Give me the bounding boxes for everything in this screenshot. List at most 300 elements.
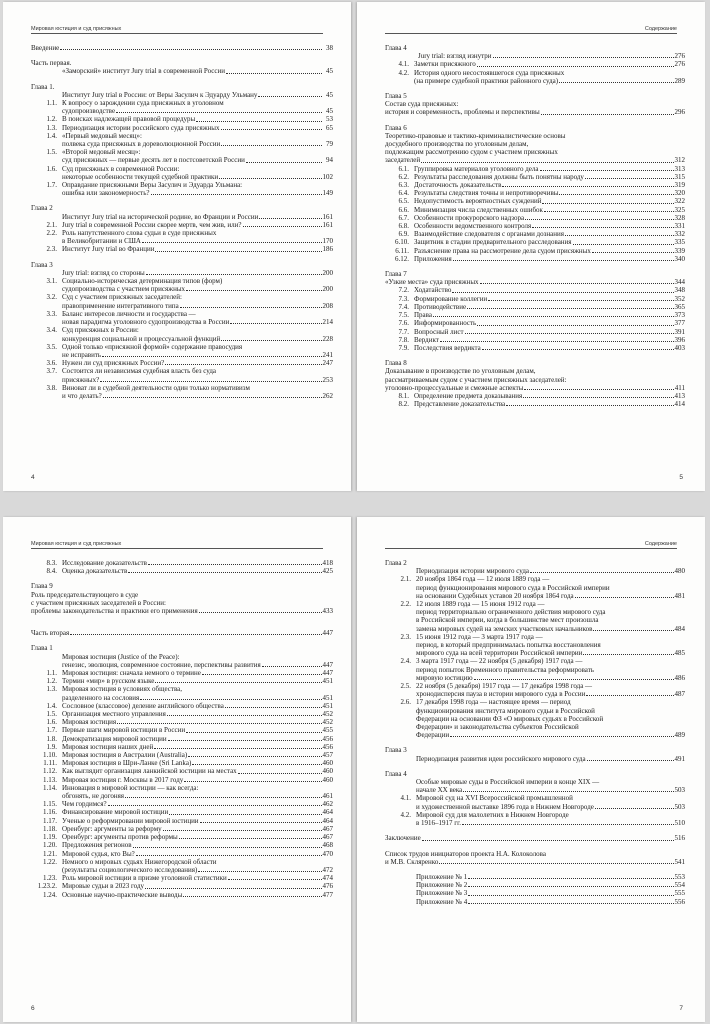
entry-number: 1.7. [46, 181, 57, 190]
entry-title-line: судопроизводства с участием присяжных [62, 285, 186, 294]
toc-entry[interactable] [31, 759, 333, 767]
entry-number: 1.9. [46, 742, 57, 751]
toc-entry[interactable] [31, 817, 333, 825]
toc-entry[interactable] [31, 874, 333, 882]
dot-leader [221, 129, 323, 130]
entry-title-line: Мировая юстиция (Justice of the Peace): [62, 652, 180, 661]
entry-title-line: Достаточность доказательств [414, 181, 502, 190]
dot-leader [186, 732, 321, 733]
dot-leader [463, 791, 673, 792]
dot-leader [163, 830, 322, 831]
spacer [31, 197, 333, 204]
entry-number: 1.5. [46, 148, 57, 157]
chapter-heading: Глава 3 [31, 260, 53, 269]
toc-entry[interactable] [385, 286, 685, 294]
entry-number: 1.15. [43, 800, 57, 809]
toc-entry[interactable] [31, 743, 333, 751]
entry-title-line: Ученые о реформировании мировой юстиции [62, 816, 199, 825]
entry-title-line: Федерации на основании ФЗ «О мировых судьях в Российской [416, 714, 604, 723]
entry-page-number: 433 [322, 607, 333, 616]
toc-entry[interactable] [385, 69, 685, 85]
page-number: 4 [31, 474, 35, 481]
toc-entry[interactable] [31, 165, 333, 181]
entry-number: 6.11. [395, 246, 409, 255]
entry-title-line: досудебного производства по уголовным делам, [385, 140, 529, 149]
entry-page-number: 319 [674, 181, 685, 190]
toc-entry[interactable] [31, 767, 333, 775]
dot-leader [587, 760, 674, 761]
entry-page-number: 447 [322, 629, 333, 638]
spacer [31, 615, 333, 622]
toc-entry[interactable] [31, 784, 333, 800]
entry-number: 1.21. [43, 849, 57, 858]
toc-entry[interactable] [31, 44, 333, 52]
entry-page-number: 480 [674, 567, 685, 576]
entry-title-line: Финансирование мировой юстиции [62, 808, 169, 817]
entry-page-number: 322 [674, 197, 685, 206]
toc-entry[interactable] [385, 132, 685, 165]
dot-leader [192, 764, 321, 765]
entry-title-line: Защитник в стадии предварительного расследования [414, 238, 572, 247]
entry-page-number: 516 [674, 834, 685, 843]
entry-title-line: История одного несостоявшегося суда присяжных [414, 68, 565, 77]
toc-entry[interactable] [385, 575, 685, 600]
entry-page-number: 262 [322, 391, 333, 400]
toc-entry[interactable] [31, 629, 333, 637]
entry-page-number: 503 [674, 802, 685, 811]
toc-entry[interactable] [31, 99, 333, 115]
dot-leader [583, 654, 673, 655]
toc-entry[interactable] [385, 278, 685, 286]
entry-page-number: 335 [674, 238, 685, 247]
entry-title-line: подлежащим рассмотрению судом с участием присяжных [385, 148, 558, 157]
entry-title-line: Мировая юстиция наших дней [62, 742, 154, 751]
entry-title-line: Приложение № 1 [416, 872, 468, 881]
toc-entry[interactable] [31, 808, 333, 816]
toc-entry[interactable] [385, 328, 685, 336]
entry-title-line: «Второй медовый месяц»: [62, 148, 141, 157]
entry-title-line: Мировая юстиция в условиях общества, [62, 685, 183, 694]
entry-title-line: (результаты социологического исследования) [62, 865, 198, 874]
dot-leader [225, 707, 322, 708]
entry-title-line: хронодисперсия пауза в истории мирового суда в России [416, 690, 586, 699]
dot-leader [565, 235, 674, 236]
dot-leader [155, 251, 321, 252]
entry-page-number: 460 [322, 759, 333, 768]
toc-entry[interactable] [385, 873, 685, 881]
entry-title-line: Минимизация числа следственных ошибок [414, 205, 543, 214]
entry-page-number: 373 [674, 311, 685, 320]
entry-number: 6.8. [398, 222, 409, 231]
toc-entry[interactable] [31, 67, 333, 75]
toc-entry[interactable] [31, 384, 333, 400]
entry-page-number: 170 [322, 237, 333, 246]
toc-entry[interactable] [385, 400, 685, 408]
entry-page-number: 331 [674, 222, 685, 231]
dot-leader [128, 572, 321, 573]
entry-title-line: Нужен ли суд присяжных России? [62, 359, 165, 368]
dot-leader [440, 341, 674, 342]
entry-title-line: Вопросный лист [414, 327, 464, 336]
toc-entry[interactable] [385, 197, 685, 205]
entry-page-number: 340 [674, 254, 685, 263]
dot-leader [542, 203, 673, 204]
toc-entry[interactable] [31, 148, 333, 164]
chapter-heading: Глава 8 [385, 359, 407, 368]
entry-title-line: Jury trial: взгляд со стороны [62, 268, 145, 277]
dot-leader [482, 349, 674, 350]
entry-page-number: 161 [322, 220, 333, 229]
dot-leader [450, 736, 673, 737]
entry-number: 8.1. [398, 391, 409, 400]
entry-title-line: Институт Jury trial в России: от Веры Засулич к Эдуарду Ульману [62, 90, 258, 99]
toc-entry[interactable] [385, 214, 685, 222]
toc-entry[interactable] [31, 310, 333, 326]
entry-number: 1.5. [46, 710, 57, 719]
entry-title-line: Jury trial в современной России скорее мертв, чем жив, или? [62, 220, 242, 229]
toc-entry[interactable] [385, 255, 685, 263]
entry-title-line: В поисках надлежащей правовой процедуры [62, 115, 196, 124]
entry-title-line: Баланс интересов личности и государства — [62, 309, 196, 318]
dot-leader [474, 679, 674, 680]
running-head: Мировая юстиция и суд присяжных [31, 26, 323, 34]
page-7 [357, 517, 705, 1022]
entry-page-number: 460 [322, 767, 333, 776]
entry-title-line: некоторые особенности текущей судебной практики [62, 172, 219, 181]
toc-entry[interactable] [385, 165, 685, 173]
running-head: Содержание [385, 26, 677, 34]
entry-number: 3.6. [46, 359, 57, 368]
entry-page-number: 467 [322, 833, 333, 842]
entry-title-line: Периодизация истории российского суда присяжных [62, 123, 220, 132]
dot-leader [125, 797, 321, 798]
toc-entry[interactable] [31, 359, 333, 367]
entry-page-number: 470 [322, 849, 333, 858]
entry-title-line: Особые мировые суды в Российской империи в конце XIX — [416, 778, 600, 787]
toc-entry[interactable] [31, 229, 333, 245]
toc-entry[interactable] [31, 841, 333, 849]
toc-entry[interactable] [385, 60, 685, 68]
entry-number: 2.3. [400, 632, 411, 641]
entry-number: 6.3. [398, 181, 409, 190]
entry-number: 1.23.2. [37, 882, 57, 891]
entry-page-number: 79 [326, 140, 333, 149]
entry-page-number: 456 [322, 742, 333, 751]
dot-leader [184, 781, 321, 782]
toc-entry[interactable] [385, 173, 685, 181]
toc-entry[interactable] [31, 710, 333, 718]
entry-title-line: Состав суда присяжных: [385, 100, 459, 109]
entry-title-line: «Заморский» институт Jury trial в современной России [62, 67, 225, 76]
entry-page-number: 486 [674, 673, 685, 682]
dot-leader [422, 840, 674, 841]
entry-number: 6.6. [398, 205, 409, 214]
entry-title-line: Приложения [414, 254, 452, 263]
entry-number: 7.9. [398, 343, 409, 352]
toc-entry[interactable] [385, 52, 685, 60]
entry-title-line: Особенности прокурорского надзора [414, 213, 525, 222]
dot-leader [488, 300, 673, 301]
toc-entry[interactable] [385, 633, 685, 658]
entry-title-line: Группировка материалов уголовного дела [414, 164, 539, 173]
toc-entry[interactable] [31, 343, 333, 359]
entry-page-number: 396 [674, 335, 685, 344]
toc-entry[interactable] [385, 206, 685, 214]
entry-number: 4.1. [398, 60, 409, 69]
toc-entry[interactable] [31, 882, 333, 890]
dot-leader [103, 397, 322, 398]
toc-entry[interactable] [31, 825, 333, 833]
toc-entry[interactable] [31, 567, 333, 575]
toc-entry[interactable] [385, 657, 685, 682]
toc-entry[interactable] [31, 277, 333, 293]
toc-entry[interactable] [385, 367, 685, 392]
entry-title-line: «Первый медовый месяц»: [62, 131, 142, 140]
entry-page-number: 474 [322, 874, 333, 883]
toc-entry[interactable] [385, 881, 685, 889]
entry-page-number: 102 [322, 172, 333, 181]
dot-leader [221, 340, 321, 341]
entry-number: 1.18. [43, 824, 57, 833]
entry-page-number: 464 [322, 808, 333, 817]
entry-number: 3.4. [46, 326, 57, 335]
entry-page-number: 241 [322, 350, 333, 359]
toc-entry[interactable] [385, 794, 685, 810]
toc-entry[interactable] [31, 213, 333, 221]
toc-entry[interactable] [31, 677, 333, 685]
entry-page-number: 555 [674, 889, 685, 898]
toc-entry[interactable] [385, 238, 685, 246]
toc-entry[interactable] [31, 653, 333, 669]
entry-number: 7.7. [398, 327, 409, 336]
entry-title-line: Особенности ведомственного контроля [414, 222, 532, 231]
entry-title-line: Мировая юстиция: сначала немного о термине [62, 669, 201, 678]
entry-page-number: 315 [674, 172, 685, 181]
entry-number: 7.8. [398, 335, 409, 344]
entry-title-line: Мировой суд для малолетних в Нижнем Новгороде [416, 810, 569, 819]
entry-page-number: 414 [674, 400, 685, 409]
entry-title-line: Права [414, 311, 432, 320]
toc-entry[interactable] [385, 344, 685, 352]
dot-leader [116, 112, 322, 113]
entry-number: 7.2. [398, 286, 409, 295]
entry-number: 8.2. [398, 400, 409, 409]
toc-entry[interactable] [31, 833, 333, 841]
entry-number: 7.4. [398, 302, 409, 311]
toc-entry[interactable] [385, 100, 685, 116]
entry-page-number: 455 [322, 726, 333, 735]
toc-entry[interactable] [385, 755, 685, 763]
toc-entry[interactable] [385, 889, 685, 897]
toc-entry[interactable] [385, 336, 685, 344]
entry-number: 7.3. [398, 294, 409, 303]
entry-number: 3.8. [46, 383, 57, 392]
entry-page-number: 312 [674, 156, 685, 165]
toc-entry[interactable] [31, 726, 333, 734]
entry-title-line: мировую юстицию [416, 673, 473, 682]
toc-entry[interactable] [31, 669, 333, 677]
entry-title-line: Мировые судьи в 2023 году [62, 882, 145, 891]
toc-entry[interactable] [31, 718, 333, 726]
toc-entry[interactable] [31, 800, 333, 808]
toc-entry[interactable] [31, 559, 333, 567]
entry-number: 1.22. [43, 857, 57, 866]
entry-title-line: суд присяжных — первые десять лет в постсоветской России [62, 156, 245, 165]
toc-entry[interactable] [31, 858, 333, 874]
toc-entry[interactable] [31, 91, 333, 99]
toc-entry[interactable] [385, 567, 685, 575]
entry-number: 1.13. [43, 775, 57, 784]
entry-title-line: полвека суда присяжных в дореволюционной России [62, 140, 221, 149]
toc-entry[interactable] [31, 245, 333, 253]
dot-leader [165, 364, 321, 365]
toc-entry[interactable] [31, 115, 333, 123]
dot-leader [186, 290, 321, 291]
dot-leader [467, 308, 673, 309]
entry-title-line: заседателей [385, 156, 421, 165]
entry-page-number: 447 [322, 660, 333, 669]
entry-title-line: Теоретико-правовые и тактико-криминалистические основы [385, 131, 566, 140]
toc-entry[interactable] [385, 682, 685, 698]
chapter-heading: Глава 9 [31, 582, 53, 591]
toc-entry[interactable] [31, 221, 333, 229]
chapter-heading: Глава 1 [31, 644, 53, 653]
entry-page-number: 377 [674, 319, 685, 328]
toc-entry[interactable] [31, 293, 333, 309]
entry-page-number: 296 [674, 108, 685, 117]
entry-number: 1.4. [46, 131, 57, 140]
toc-entry[interactable] [31, 132, 333, 148]
entry-number: 6.10. [395, 238, 409, 247]
entry-page-number: 541 [674, 857, 685, 866]
dot-leader [238, 773, 322, 774]
dot-leader [421, 162, 673, 163]
toc-entry[interactable] [385, 230, 685, 238]
toc-entry[interactable] [385, 600, 685, 633]
spacer [385, 739, 685, 746]
entry-title-line: Часть вторая [31, 629, 70, 638]
entry-title-line: уголовно-процессуальные и смежные аспекты [385, 383, 524, 392]
entry-number: 1.6. [46, 164, 57, 173]
toc-entry[interactable] [31, 269, 333, 277]
chapter-heading: Глава 1. [31, 82, 55, 91]
entry-page-number: 289 [674, 76, 685, 85]
toc-entry[interactable] [385, 898, 685, 906]
toc-entry[interactable] [385, 778, 685, 794]
toc-entry[interactable] [385, 181, 685, 189]
dot-leader [167, 715, 322, 716]
spacer [31, 637, 333, 644]
toc-entry[interactable] [31, 735, 333, 743]
entry-title-line: Виноват ли в судебной деятельности один только нормативизм [62, 383, 250, 392]
entry-number: 6.12. [395, 254, 409, 263]
spacer [385, 763, 685, 770]
dot-leader [468, 878, 673, 879]
toc-entry[interactable] [385, 319, 685, 327]
chapter-heading: Глава 4 [385, 769, 407, 778]
dot-leader [468, 895, 673, 896]
entry-title-line: правоприменение интегративного типа [62, 301, 179, 310]
page-number: 6 [31, 1005, 35, 1012]
toc-entry[interactable] [31, 751, 333, 759]
entry-page-number: 451 [322, 677, 333, 686]
toc-entry[interactable] [31, 891, 333, 899]
entry-page-number: 472 [322, 865, 333, 874]
entry-title-line: 17 декабря 1998 года — настоящее время — период [416, 698, 571, 707]
entry-title-line: Оценка доказательств [62, 567, 128, 576]
dot-leader [524, 389, 673, 390]
entry-page-number: 208 [322, 301, 333, 310]
entry-title-line: Оправдание присяжными Веры Засулич и Эдуарда Ульмана: [62, 181, 243, 190]
entry-number: 4.2. [400, 810, 411, 819]
toc-entry[interactable] [385, 850, 685, 866]
toc-entry[interactable] [31, 367, 333, 383]
toc-entry[interactable] [385, 698, 685, 739]
toc-entry[interactable] [31, 702, 333, 710]
entry-title-line: в Великобритании и США [62, 237, 141, 246]
toc-entry[interactable] [385, 189, 685, 197]
entry-title-line: Основные научно-практические выводы [62, 890, 183, 899]
entry-title-line: Суд с участием присяжных заседателей: [62, 293, 182, 302]
entry-title-line: Сословное (классовое) деление английского общества [62, 701, 224, 710]
entry-title-line: Термин «мир» в русском языке [62, 677, 155, 686]
toc-entry[interactable] [31, 326, 333, 342]
chapter-heading: Глава 7 [385, 270, 407, 279]
entry-page-number: 456 [322, 734, 333, 743]
entry-page-number: 487 [674, 690, 685, 699]
dot-leader [154, 748, 321, 749]
toc-entry[interactable] [385, 303, 685, 311]
toc-entry[interactable] [31, 181, 333, 197]
dot-leader [586, 695, 673, 696]
dot-leader [226, 73, 322, 74]
chapter-heading: Глава 3 [385, 746, 407, 755]
spacer [385, 827, 685, 834]
dot-leader [145, 888, 321, 889]
entry-number: 1.19. [43, 833, 57, 842]
toc-entry[interactable] [31, 850, 333, 858]
toc-entry[interactable] [385, 392, 685, 400]
entry-number: 1.8. [46, 734, 57, 743]
entry-title-line: Приложение № 3 [416, 889, 468, 898]
toc-entry[interactable] [385, 311, 685, 319]
entry-title-line: функционирования института мирового судьи в Российской [416, 706, 595, 715]
entry-page-number: 276 [674, 52, 685, 61]
entry-title-line: ошибка или закономерность? [62, 189, 150, 198]
dot-leader [60, 49, 322, 50]
toc-entry[interactable] [31, 591, 333, 616]
toc-entry[interactable] [385, 834, 685, 842]
dot-leader [230, 323, 321, 324]
entry-title-line: период территориально ограниченного действия мирового суда [416, 608, 606, 617]
entry-title-line: Список трудов инициаторов проекта Н.А. Колоколова [385, 849, 546, 858]
toc-entry[interactable] [31, 685, 333, 701]
toc-entry[interactable] [31, 776, 333, 784]
toc-entry[interactable] [385, 811, 685, 827]
page-number: 7 [679, 1005, 683, 1012]
entry-title-line: Взаимодействие следователя с органами дознания [414, 230, 564, 239]
toc-entry[interactable] [385, 247, 685, 255]
spacer [385, 843, 685, 850]
entry-number: 6.2. [398, 172, 409, 181]
toc-entry[interactable] [385, 222, 685, 230]
running-head: Мировая юстиция и суд присяжных [31, 541, 323, 549]
toc-entry[interactable] [385, 295, 685, 303]
entry-number: 6.9. [398, 230, 409, 239]
toc-entry[interactable] [31, 124, 333, 132]
entry-title-line: Чем гордимся? [62, 800, 107, 809]
entry-title-line: Вердикт [414, 335, 439, 344]
